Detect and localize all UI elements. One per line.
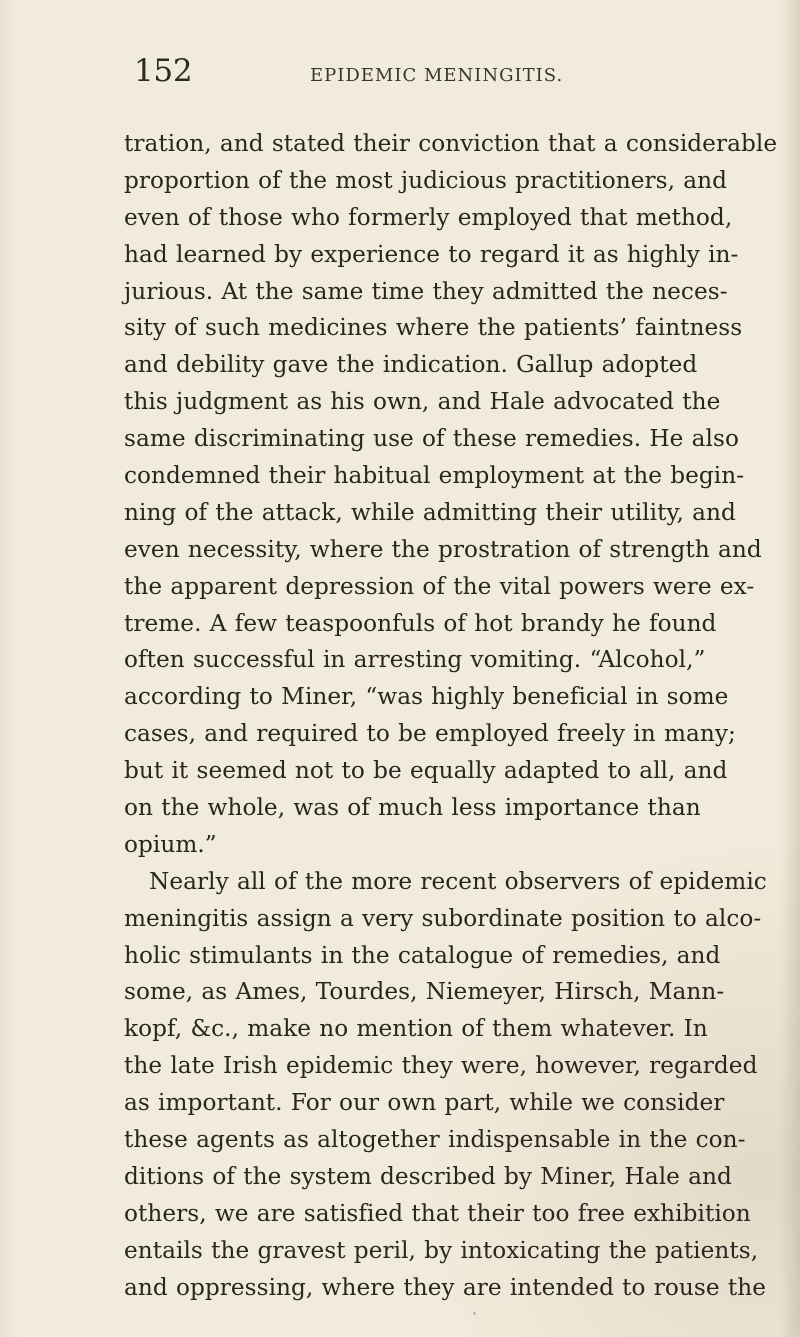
text-line: ning of the attack, while admitting their utility, and	[124, 498, 736, 526]
text-line: condemned their habitual employment at the begin-	[124, 462, 745, 490]
text-line: tration, and stated their conviction that a considerable	[124, 130, 778, 157]
text-line: this judgment as his own, and Hale advocated the	[124, 388, 721, 416]
paragraph-first-line: Nearly all of the more recent observers of epidemic	[149, 867, 767, 895]
text-line: and debility gave the indication. Gallup adopted	[124, 351, 698, 379]
text-line: these agents as altogether indispensable in the con-	[124, 1126, 746, 1154]
text-line: and oppressing, where they are intended to rouse the	[124, 1273, 766, 1301]
text-line: treme. A few teaspoonfuls of hot brandy he found	[124, 609, 717, 637]
text-line: same discriminating use of these remedies. He also	[124, 425, 739, 453]
text-line: holic stimulants in the catalogue of remedies, and	[124, 941, 721, 969]
page-number: 152	[134, 53, 193, 89]
text-line: entails the gravest peril, by intoxicating the patients,	[124, 1236, 759, 1264]
text-line: often successful in arresting vomiting. “Alcohol,”	[124, 646, 706, 674]
text-line: cases, and required to be employed freely in many;	[124, 720, 736, 748]
text-line: some, as Ames, Tourdes, Niemeyer, Hirsch, Mann-	[124, 978, 725, 1006]
text-line: according to Miner, “was highly beneficial in some	[124, 683, 729, 711]
text-line: meningitis assign a very subordinate position to alco-	[124, 904, 762, 932]
text-line: had learned by experience to regard it as highly in-	[124, 240, 739, 268]
text-line: proportion of the most judicious practitioners, and	[124, 166, 728, 194]
text-line: on the whole, was of much less importance than	[124, 794, 701, 822]
text-line: as important. For our own part, while we consider	[124, 1089, 725, 1117]
text-line: the late Irish epidemic they were, however, regarded	[124, 1052, 758, 1080]
page-edge-shadow	[780, 0, 800, 1337]
text-line: sity of such medicines where the patients’ faintness	[124, 314, 743, 342]
paper-speck	[473, 1312, 476, 1315]
text-line: ditions of the system described by Miner, Hale and	[124, 1162, 732, 1190]
text-line: even of those who formerly employed that method,	[124, 203, 733, 231]
text-line: the apparent depression of the vital powers were ex-	[124, 572, 755, 600]
text-line: opium.”	[124, 830, 217, 858]
text-line: even necessity, where the prostration of strength and	[124, 535, 762, 563]
text-line: kopf, &c., make no mention of them whatever. In	[124, 1015, 708, 1043]
text-line: but it seemed not to be equally adapted to all, and	[124, 757, 728, 785]
running-head: EPIDEMIC MENINGITIS.	[310, 65, 564, 86]
text-line: others, we are satisfied that their too free exhibition	[124, 1199, 751, 1227]
body-text	[124, 126, 778, 1307]
text-line: jurious. At the same time they admitted the neces-	[124, 277, 728, 305]
